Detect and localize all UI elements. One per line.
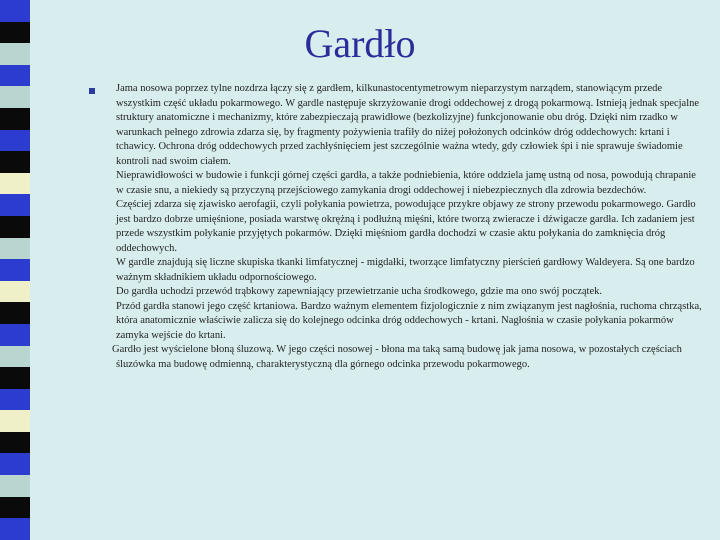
stripe-segment bbox=[0, 453, 30, 475]
stripe-segment bbox=[0, 475, 30, 497]
stripe-segment bbox=[0, 367, 30, 389]
stripe-segment bbox=[0, 497, 30, 519]
stripe-segment bbox=[0, 324, 30, 346]
paragraph: Nieprawidłowości w budowie i funkcji górnej części gardła, a także podniebienia, które oddziela jamę ustną od nosa, powodują chrapanie w czasie snu, a niekiedy są przyczyną przejściowego zamykania drogi oddechowej i niebezpiecznych dla zdrowia bezdechów. bbox=[116, 170, 696, 196]
paragraph: Jama nosowa poprzez tylne nozdrza łączy się z gardłem, kilkunastocentymetrowym nieparzystym narządem, stanowiącym przede wszystkim część układu pokarmowego. W gardle następuje skrzyżowanie drogi oddechowej z drogą pokarmową. Istnieją jednak specjalne struktury anatomiczne i mechanizmy, które zabezpieczają prawidłowe (bezkolizyjne) funkcjonowanie obu dróg. Dzięki nim rzadko w warunkach pełnego zdrowia zdarza się, by fragmenty pożywienia trafiły do niżej położonych odcinków dróg oddechowych: krtani i tchawicy. Ochrona dróg oddechowych przed zachłyśnięciem jest szczególnie ważna wtedy, gdy człowiek śpi i nie sprawuje świadomie kontroli nad swoim ciałem. bbox=[116, 83, 700, 167]
paragraph: Do gardła uchodzi przewód trąbkowy zapewniający przewietrzanie ucha środkowego, gdzie ma ono swój początek. bbox=[116, 286, 603, 297]
stripe-segment bbox=[0, 432, 30, 454]
paragraph: W gardle znajdują się liczne skupiska tkanki limfatycznej - migdałki, tworzące limfatyczny pierścień gardłowy Waldeyera. Są one bardzo ważnym składnikiem układu odpornościowego. bbox=[116, 257, 695, 283]
paragraph: Gardło jest wyścielone błoną śluzową. W jego części nosowej - błona ma taką samą budowę jak jama nosowa, w pozostałych częściach śluzówka ma budowę odmienną, charakterystyczną dla górnego odcinka przewodu pokarmowego. bbox=[112, 344, 682, 370]
stripe-segment bbox=[0, 410, 30, 432]
stripe-segment bbox=[0, 216, 30, 238]
square-bullet-icon bbox=[89, 88, 95, 94]
stripe-segment bbox=[0, 65, 30, 87]
stripe-segment bbox=[0, 130, 30, 152]
paragraph: Częściej zdarza się zjawisko aerofagii, czyli połykania powietrza, powodujące przykre objawy ze strony przewodu pokarmowego. Gardło jest bardzo dobrze umięśnione, posiada warstwę okrężną i podłużną mięśni, które tworzą zwieracze i dźwigacze gardła. Ich zadaniem jest przede wszystkim połykanie przyjętych pokarmów. Dzięki mięśniom gardła dochodzi w czasie aktu połykania do zamknięcia dróg oddechowych. bbox=[116, 199, 696, 254]
paragraph: Przód gardła stanowi jego część krtaniowa. Bardzo ważnym elementem fizjologicznie z nim związanym jest nagłośnia, ruchoma chrząstka, która anatomicznie właściwie zalicza się do kolejnego odcinka dróg oddechowych - krtani. Nagłośnia w czasie połykania pokarmów zamyka wejście do krtani. bbox=[116, 300, 702, 341]
stripe-segment bbox=[0, 518, 30, 540]
stripe-segment bbox=[0, 302, 30, 324]
stripe-segment bbox=[0, 346, 30, 368]
stripe-segment bbox=[0, 86, 30, 108]
stripe-segment bbox=[0, 259, 30, 281]
slide-title: Gardło bbox=[304, 21, 416, 66]
stripe-segment bbox=[0, 238, 30, 260]
stripe-segment bbox=[0, 108, 30, 130]
decorative-stripe bbox=[0, 0, 30, 540]
slide-body bbox=[112, 82, 706, 372]
stripe-segment bbox=[0, 0, 30, 22]
stripe-segment bbox=[0, 173, 30, 195]
stripe-segment bbox=[0, 151, 30, 173]
stripe-segment bbox=[0, 281, 30, 303]
stripe-segment bbox=[0, 389, 30, 411]
stripe-segment bbox=[0, 194, 30, 216]
